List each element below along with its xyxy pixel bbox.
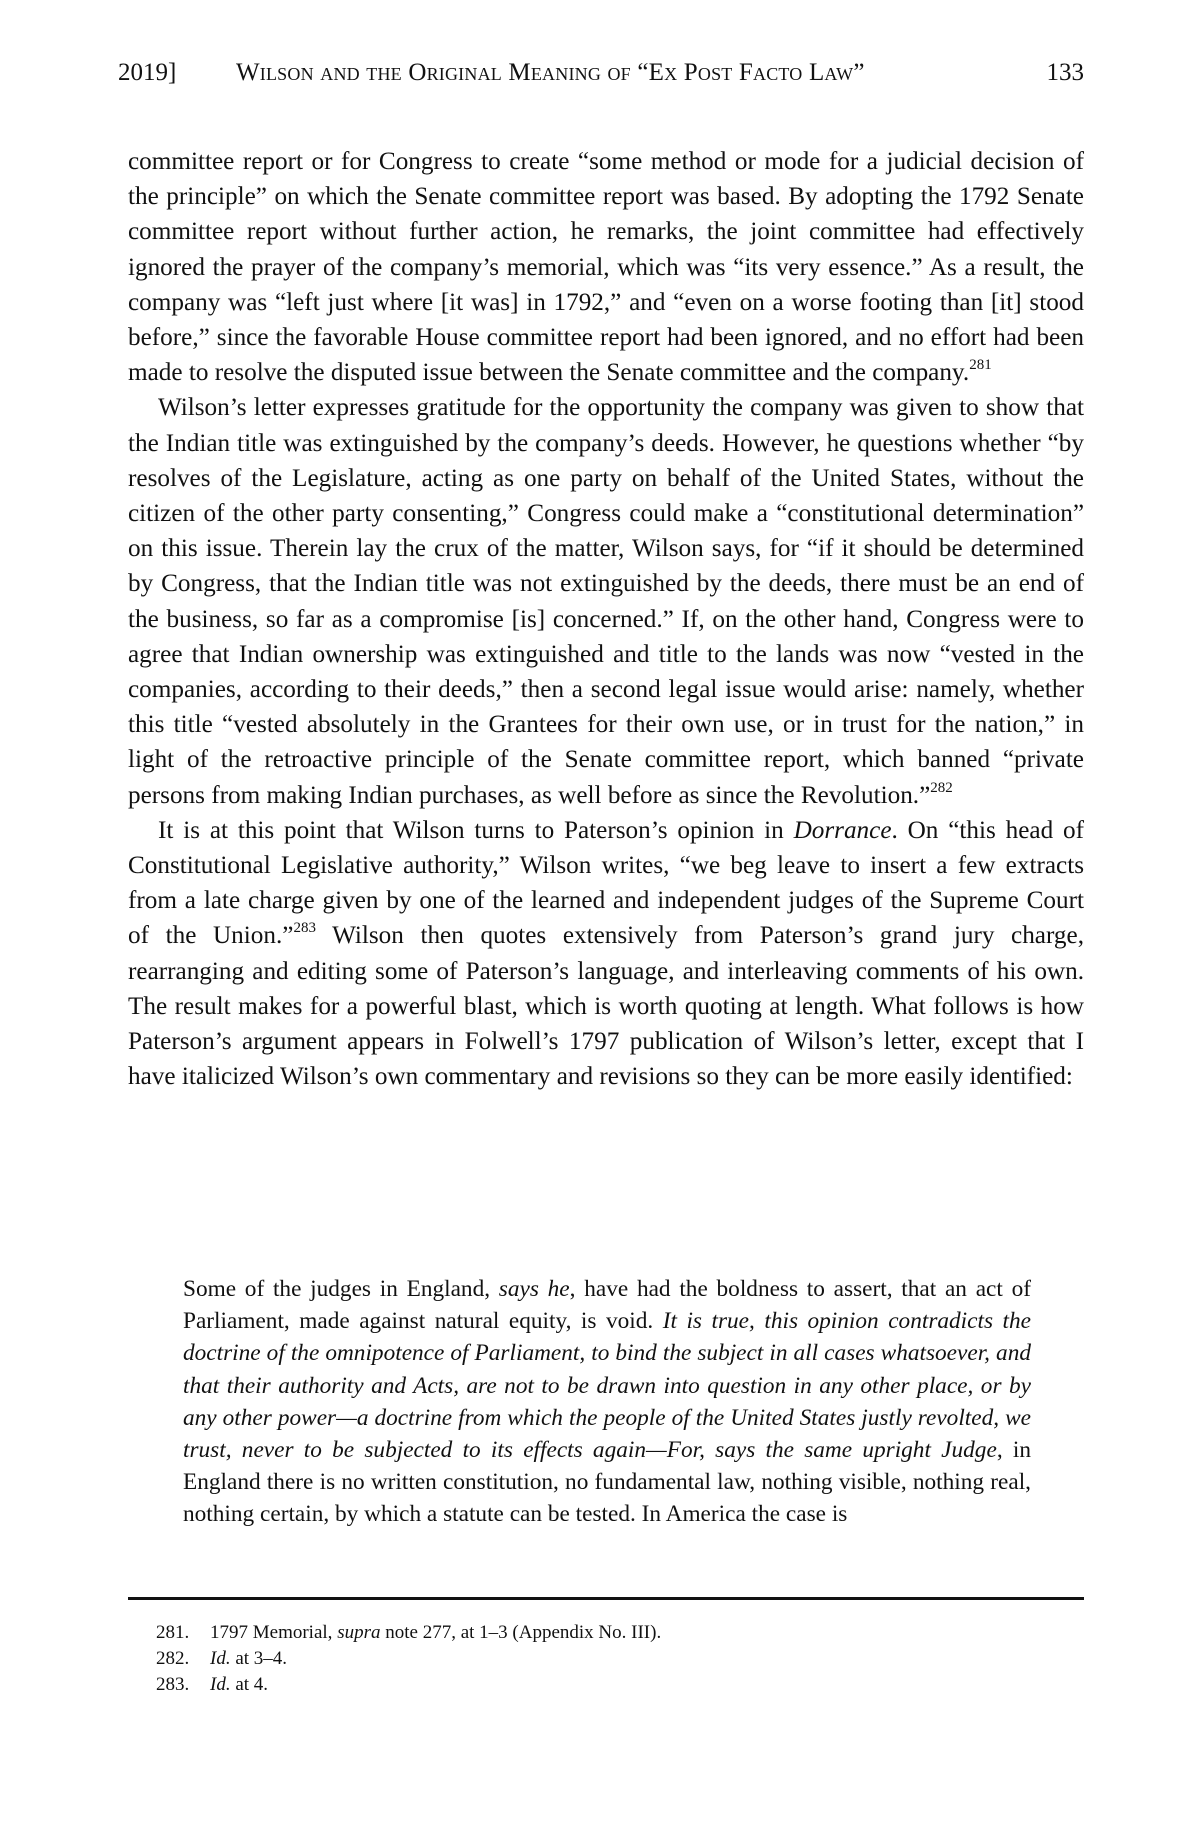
footnote-text <box>210 1672 268 1698</box>
paragraph-3 <box>128 813 1084 1095</box>
footnote-number: 282. <box>156 1648 190 1669</box>
footnote-reference: 283 <box>293 920 316 937</box>
page-number: 133 <box>1046 59 1084 86</box>
text-run: . On “this head of Constitutional Legislative authority,” Wilson writes, “we beg leave to insert a few extracts from a late charge given by one of the learned and independent judges of the Supreme Court of the Union.” <box>128 816 1084 950</box>
footnote-281 <box>128 1620 1084 1646</box>
text-run: note 277, at 1–3 (Appendix No. III). <box>380 1622 662 1643</box>
running-head-title: Wilson and the Original Meaning of “Ex Post Facto Law” <box>236 59 865 86</box>
footnote-282 <box>128 1646 1084 1672</box>
italic-text: says he <box>498 1276 570 1302</box>
italic-text: Dorrance <box>793 816 892 844</box>
footnote-divider <box>128 1597 1084 1600</box>
footnote-283 <box>128 1672 1084 1698</box>
paragraph-2 <box>128 390 1084 812</box>
text-run: at 4. <box>230 1674 269 1695</box>
footnotes <box>128 1620 1084 1698</box>
text-run: 1797 Memorial, <box>210 1622 338 1643</box>
running-head-year: 2019] <box>118 59 177 86</box>
body-text <box>128 144 1084 1094</box>
running-head <box>118 58 1084 98</box>
text-run: at 3–4. <box>230 1648 288 1669</box>
block-quote-text <box>183 1273 1031 1531</box>
footnote-number: 281. <box>156 1622 190 1643</box>
footnote-number: 283. <box>156 1674 190 1695</box>
text-run: Wilson then quotes extensively from Paterson’s grand jury charge, rearranging and editing some of Paterson’s language, and interleaving comments of his own. The result makes for a powerful blast, which is worth quoting at length. What follows is how Paterson’s argument appears in Folwell’s 1797 publication of Wilson’s letter, except that I have italicized Wilson’s own commentary and revisions so they can be more easily identified: <box>128 922 1084 1091</box>
block-quote <box>183 1273 1031 1531</box>
text-run: committee report or for Congress to create “some method or mode for a judicial decision of the principle” on which the Senate committee report was based. By adopting the 1792 Senate committee report without further action, he remarks, the joint committee had effectively ignored the prayer of the company’s memorial, which was “its very essence.” As a result, the company was “left just where [it was] in 1792,” and “even on a worse footing than [it] stood before,” since the favorable House committee report had been ignored, and no effort had been made to resolve the disputed issue between the Senate committee and the company. <box>128 148 1084 387</box>
italic-text: supra <box>337 1622 381 1643</box>
italic-text: Id. <box>210 1648 231 1669</box>
paragraph-1 <box>128 144 1084 390</box>
italic-text: Id. <box>210 1674 231 1695</box>
text-run: Some of the judges in England, <box>183 1276 499 1302</box>
footnote-text <box>210 1646 287 1672</box>
italic-text: It is true, this opinion contradicts the doctrine of the omnipotence of Parliament, to bind the subject in all cases whatsoever, and that their authority and Acts, are not to be drawn into question in any other place, or by any other power—a doctrine from which the people of the United States justly revolted, we trust, never to be subjected to its effects again—For, says the same upright Judge <box>183 1308 1031 1464</box>
text-run: It is at this point that Wilson turns to Paterson’s opinion in <box>158 816 794 844</box>
text-run: Wilson’s letter expresses gratitude for the opportunity the company was given to show that the Indian title was extinguished by the company’s deeds. However, he questions whether “by resolves of the Legislature, acting as one party on behalf of the United States, without the citizen of the other party consenting,” Congress could make a “constitutional determination” on this issue. Therein lay the crux of the matter, Wilson says, for “if it should be determined by Congress, that the Indian title was not extinguished by the deeds, there must be an end of the business, so far as a compromise [is] concerned.” If, on the other hand, Congress were to agree that Indian ownership was extinguished and title to the lands was now “vested in the companies, according to their deeds,” then a second legal issue would arise: namely, whether this title “vested absolutely in the Grantees for their own use, or in trust for the nation,” in light of the retroactive principle of the Senate committee report, which banned “private persons from making Indian purchases, as well before as since the Revolution.” <box>128 394 1084 809</box>
footnote-reference: 281 <box>969 357 992 374</box>
text-run: , have had the boldness to assert, that an act of Parliament, made against natural equity, is void. <box>183 1276 1031 1335</box>
footnote-text <box>210 1620 661 1646</box>
text-run: , in England there is no written constitution, no fundamental law, nothing visible, nothing real, nothing certain, by which a statute can be tested. In America the case is <box>183 1437 1031 1528</box>
footnote-reference: 282 <box>930 779 953 796</box>
